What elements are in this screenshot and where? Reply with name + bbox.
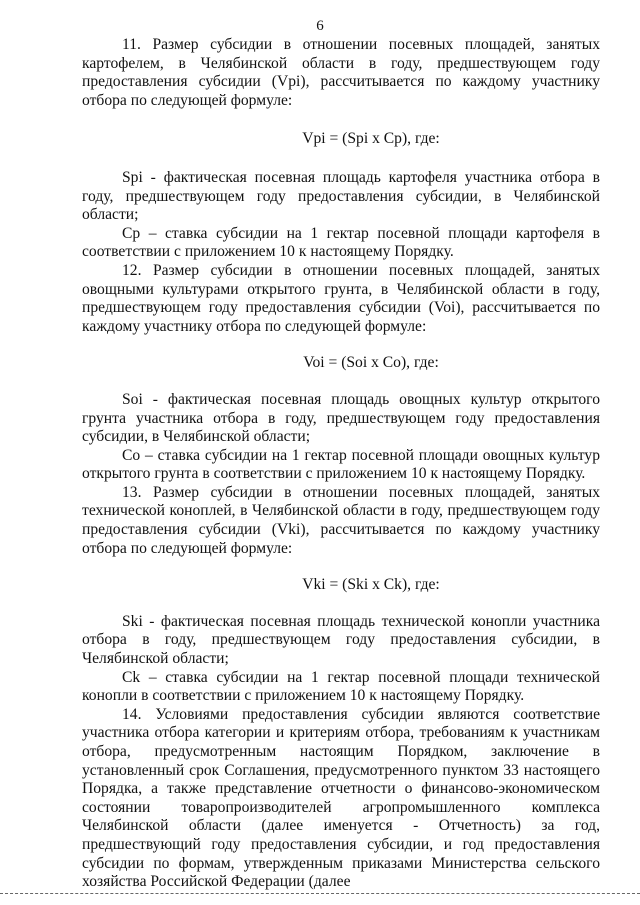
definition-ski: Ski - фактическая посевная площадь технической конопли участника отбора в году, предшествующем году предоставления субсидии, в Челябинской области; xyxy=(82,612,600,668)
definition-soi: Soi - фактическая посевная площадь овощных культур открытого грунта участника отбора в году, предшествующем году предоставления субсидии, в Челябинской области; xyxy=(82,390,600,446)
paragraph-12: 12. Размер субсидии в отношении посевных площадей, занятых овощными культурами открытого грунта, в Челябинской области в году, предшествующем году предоставления субсидии (Voi), рассчитывается по каждому участнику отбора по следующей формуле: xyxy=(82,261,600,335)
paragraph-11: 11. Размер субсидии в отношении посевных площадей, занятых картофелем, в Челябинской области в году, предшествующем году предоставления субсидии (Vpi), рассчитывается по каждому участнику отбора по следующей формуле: xyxy=(82,36,600,109)
definition-spi: Spi - фактическая посевная площадь картофеля участника отбора в году, предшествующем году предоставления субсидии, в Челябинской области; xyxy=(82,168,600,224)
paragraph-14: 14. Условиями предоставления субсидии являются соответствие участника отбора категории и критериям отбора, требованиям к участникам отбора, предусмотренным настоящим Порядком, заключение в установленный срок Соглашения, предусмотренного пунктом 33 настоящего Порядка, а также представление отчетности о финансово-экономическом состоянии товаропроизводителей агропромышленного комплекса Челябинской области (далее именуется - Отчетность) за год, предшествующий году предоставления субсидии, и год предоставления субсидии по формам, утвержденным приказами Министерства сельского хозяйства Российской Федерации (далее xyxy=(82,705,600,891)
paragraph-13: 13. Размер субсидии в отношении посевных площадей, занятых технической коноплей, в Челябинской области в году, предшествующем году предоставления субсидии (Vki), рассчитывается по каждому участнику отбора по следующей формуле: xyxy=(82,483,600,557)
document-body xyxy=(82,36,600,892)
definition-cp: Cp – ставка субсидии на 1 гектар посевной площади картофеля в соответствии с приложением 10 к настоящему Порядку. xyxy=(82,224,600,261)
definition-co: Co – ставка субсидии на 1 гектар посевной площади овощных культур открытого грунта в соответствии с приложением 10 к настоящему Порядку. xyxy=(82,446,600,483)
definition-ck: Ck – ставка субсидии на 1 гектар посевной площади технической конопли в соответствии с приложением 10 к настоящему Порядку. xyxy=(82,668,600,705)
page-bottom-divider xyxy=(0,893,640,894)
formula-vpi: Vpi = (Spi х Cp), где: xyxy=(302,130,440,148)
formula-vki: Vki = (Ski х Ck), где: xyxy=(302,576,440,594)
page-number: 6 xyxy=(316,18,324,34)
formula-voi: Voi = (Soi х Co), где: xyxy=(303,354,439,372)
